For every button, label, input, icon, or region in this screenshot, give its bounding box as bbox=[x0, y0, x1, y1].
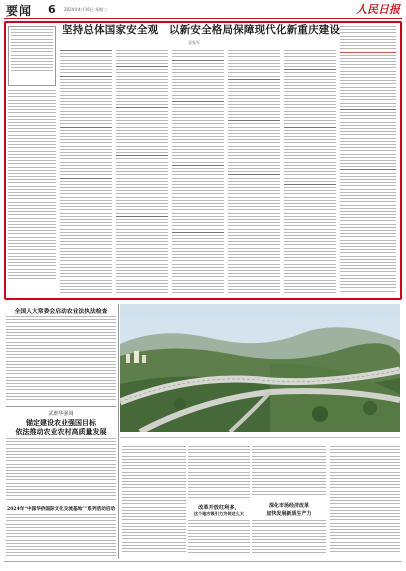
commentary-kicker: 武维华强调 bbox=[48, 411, 74, 417]
newspaper-logo: 人民日报 bbox=[356, 3, 400, 16]
editor-note-box bbox=[8, 26, 56, 86]
feature-intro-column bbox=[8, 26, 56, 296]
column-divider bbox=[118, 304, 119, 559]
commentary-headline-line-1: 锚定建设农业强国目标 bbox=[26, 418, 96, 427]
market-headline-line-1: 深化市场经济改革 bbox=[268, 503, 309, 509]
page-masthead bbox=[4, 2, 402, 19]
npc-inspection-body bbox=[6, 316, 116, 404]
feature-body-column-4 bbox=[228, 50, 280, 294]
photo-caption bbox=[120, 435, 400, 441]
lower-column-2 bbox=[188, 446, 250, 502]
feature-body-column-2 bbox=[116, 50, 168, 294]
reform-headline-line-2: 这个地方吸引力为何这么大 bbox=[193, 511, 245, 516]
reform-headline-line-1: 改革开放红利多， bbox=[198, 505, 240, 511]
campaign-body bbox=[6, 514, 116, 560]
commentary-body bbox=[6, 438, 116, 502]
feature-body-column-6 bbox=[340, 26, 396, 294]
issue-date: 2024年4月16日 星期二 bbox=[64, 7, 108, 12]
feature-body-column-5 bbox=[284, 50, 336, 294]
lower-column-4 bbox=[330, 446, 400, 558]
lower-column-3 bbox=[252, 446, 326, 500]
page-number: 6 bbox=[48, 3, 56, 16]
chongqing-highway-photo bbox=[120, 304, 400, 432]
npc-inspection-headline: 全国人大常委会启动农业法执法检查 bbox=[14, 309, 108, 315]
feature-body-column-1 bbox=[60, 50, 112, 294]
feature-byline: 袁家军 bbox=[188, 40, 200, 45]
feature-headline: 坚持总体国家安全观 以新安全格局保障现代化新重庆建设 bbox=[62, 24, 341, 36]
section-divider bbox=[6, 406, 116, 407]
section-name: 要闻 bbox=[6, 4, 33, 18]
market-body bbox=[252, 520, 326, 558]
commentary-headline-line-2: 依法推动农业农村高质量发展 bbox=[15, 427, 107, 436]
page-footer bbox=[4, 561, 402, 568]
highway-landscape-illustration bbox=[120, 304, 400, 432]
market-headline-line-2: 加快发展新质生产力 bbox=[266, 511, 312, 517]
lower-column-1 bbox=[122, 446, 186, 558]
campaign-headline: 2024年“中国华侨国际文化交流基地””系列活动启动 bbox=[7, 507, 115, 512]
feature-body-column-3 bbox=[172, 50, 224, 294]
reform-body bbox=[188, 520, 250, 558]
